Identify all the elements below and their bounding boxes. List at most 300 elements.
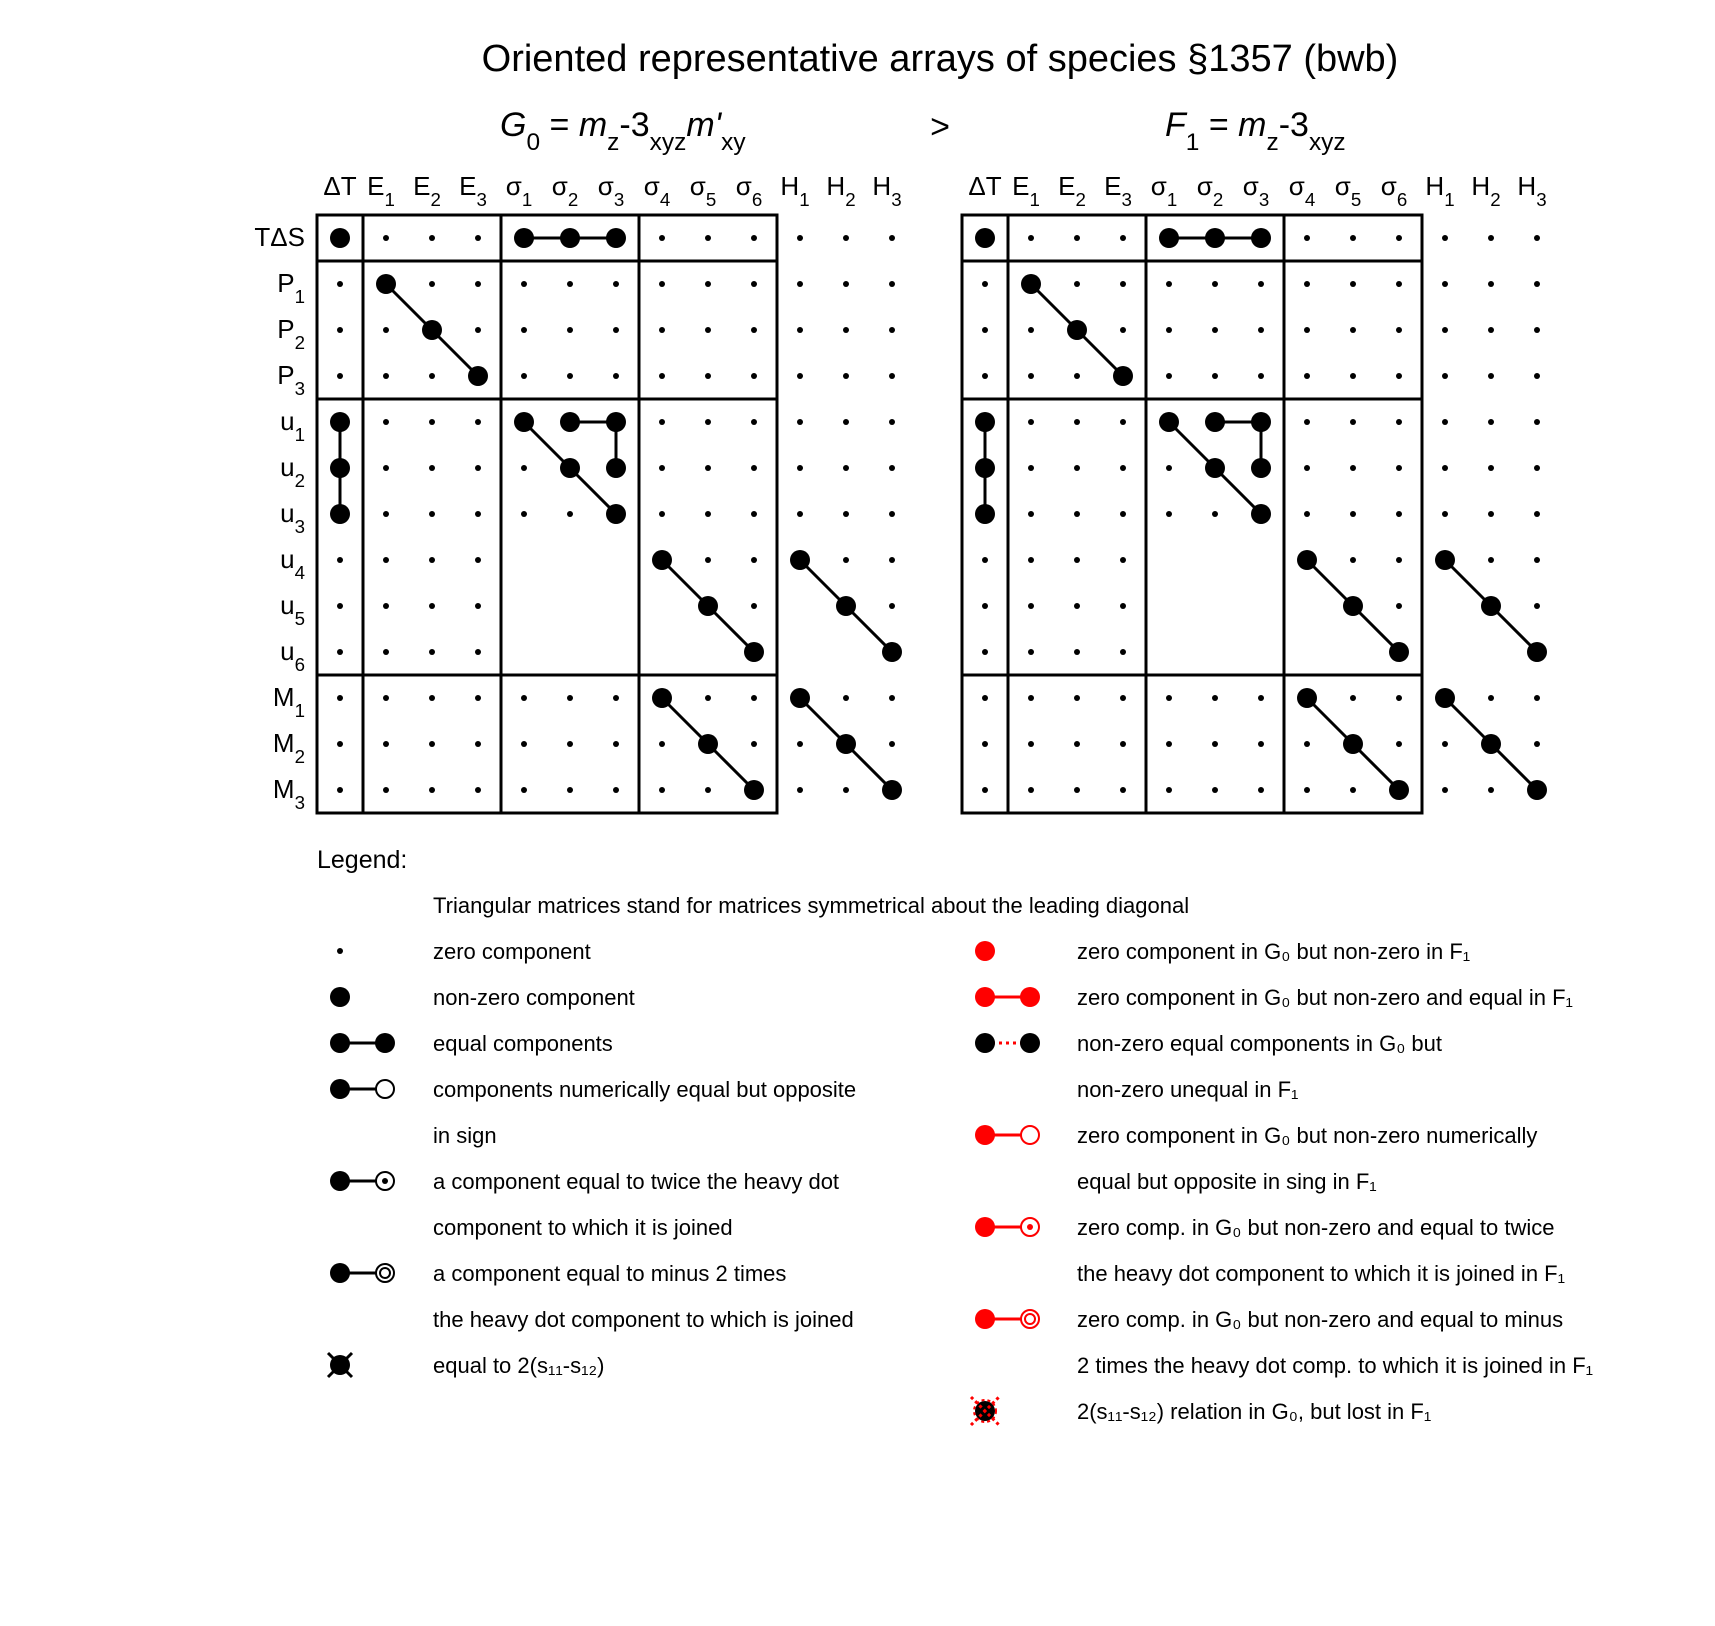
col-header-sigma3: $\sigma_3$ <box>597 171 625 210</box>
col-header-sigma1: $\sigma_1$ <box>505 171 533 210</box>
row-headers <box>254 222 305 813</box>
heavy-dot <box>422 320 442 340</box>
zero-dot <box>1534 373 1540 379</box>
zero-dot <box>751 741 757 747</box>
legend <box>317 846 1593 1425</box>
heavy-dot <box>606 412 626 432</box>
zero-dot <box>1442 281 1448 287</box>
zero-dot <box>521 787 527 793</box>
zero-dot <box>1166 741 1172 747</box>
zero-dot <box>982 603 988 609</box>
heavy-dot <box>1021 274 1041 294</box>
zero-dot <box>1304 741 1310 747</box>
legend-label: component to which it is joined <box>433 1215 733 1240</box>
zero-dot <box>383 557 389 563</box>
opposite-sign-link-icon <box>330 1079 394 1099</box>
legend-label: equal components <box>433 1031 613 1056</box>
zero-dot <box>383 465 389 471</box>
zero-dot <box>1074 373 1080 379</box>
row-header-m1: $M_1$ <box>272 682 305 721</box>
zero-dot <box>1074 419 1080 425</box>
zero-dot <box>1350 787 1356 793</box>
zero-dot <box>1212 695 1218 701</box>
zero-dot <box>1350 695 1356 701</box>
zero-dot <box>383 511 389 517</box>
zero-dot <box>1534 327 1540 333</box>
zero-dot <box>521 327 527 333</box>
zero-dot <box>1396 557 1402 563</box>
zero-dot <box>1488 419 1494 425</box>
zero-dot <box>429 281 435 287</box>
zero-dot <box>567 281 573 287</box>
legend-left-column <box>328 939 856 1378</box>
zero-dot <box>797 281 803 287</box>
zero-dot <box>429 235 435 241</box>
heavy-dot <box>1527 642 1547 662</box>
zero-dot <box>659 373 665 379</box>
col-header-sigma2: $\sigma_2$ <box>1196 171 1224 210</box>
zero-dot <box>521 465 527 471</box>
zero-dot <box>1534 695 1540 701</box>
heavy-dot <box>698 734 718 754</box>
col-header-sigma5: $\sigma_5$ <box>689 171 717 210</box>
zero-dot <box>797 787 803 793</box>
col-header-e2: $E_2$ <box>413 171 441 210</box>
legend-label: zero component in G₀ but non-zero in F₁ <box>1077 939 1471 964</box>
zero-dot <box>337 373 343 379</box>
row-header-m2: $M_2$ <box>272 728 305 767</box>
row-header-u5: $u_5$ <box>280 590 305 629</box>
zero-dot <box>1534 281 1540 287</box>
zero-dot <box>383 419 389 425</box>
zero-dot <box>705 465 711 471</box>
zero-dot <box>889 511 895 517</box>
zero-dot <box>982 327 988 333</box>
zero-dot <box>659 281 665 287</box>
zero-dot <box>475 327 481 333</box>
zero-dot <box>475 557 481 563</box>
zero-dot <box>843 511 849 517</box>
zero-dot <box>1488 787 1494 793</box>
zero-dot <box>751 419 757 425</box>
zero-dot <box>337 787 343 793</box>
row-header-u6: $u_6$ <box>280 636 305 675</box>
legend-label: non-zero unequal in F₁ <box>1077 1077 1299 1102</box>
legend-item <box>330 1169 839 1240</box>
zero-dot <box>1396 281 1402 287</box>
zero-dot <box>843 695 849 701</box>
heavy-dot <box>514 228 534 248</box>
zero-dot <box>1350 281 1356 287</box>
zero-dot <box>521 695 527 701</box>
zero-dot <box>797 741 803 747</box>
heavy-dot <box>330 458 350 478</box>
zero-dot <box>705 235 711 241</box>
col-header-h2: $H_2$ <box>1471 171 1501 210</box>
zero-dot <box>1396 465 1402 471</box>
zero-dot <box>1304 465 1310 471</box>
col-header-delta-t: ΔT <box>323 171 357 201</box>
zero-dot <box>1534 511 1540 517</box>
zero-dot <box>1212 787 1218 793</box>
zero-dot <box>1350 511 1356 517</box>
zero-dot <box>1442 741 1448 747</box>
legend-label: a component equal to minus 2 times <box>433 1261 787 1286</box>
zero-dot <box>1488 327 1494 333</box>
zero-dot <box>1304 373 1310 379</box>
twice-link-icon <box>330 1171 394 1191</box>
col-header-e2: $E_2$ <box>1058 171 1086 210</box>
zero-dot <box>1396 235 1402 241</box>
legend-item <box>975 985 1573 1010</box>
zero-dot <box>429 511 435 517</box>
zero-dot <box>982 741 988 747</box>
zero-dot <box>751 557 757 563</box>
zero-dot <box>797 511 803 517</box>
heavy-dot <box>606 504 626 524</box>
heavy-dot <box>1389 642 1409 662</box>
zero-dot <box>797 373 803 379</box>
heavy-dot <box>330 228 350 248</box>
zero-dot <box>1212 373 1218 379</box>
heavy-dot <box>1481 734 1501 754</box>
red-twice-link-icon <box>975 1217 1039 1237</box>
zero-dot <box>429 373 435 379</box>
zero-dot <box>383 741 389 747</box>
zero-dot <box>1120 281 1126 287</box>
legend-label: zero component in G₀ but non-zero numerically <box>1077 1123 1538 1148</box>
zero-dot <box>337 741 343 747</box>
zero-dot <box>1074 281 1080 287</box>
zero-dot <box>1120 235 1126 241</box>
col-header-e3: $E_3$ <box>1104 171 1132 210</box>
zero-dot <box>429 649 435 655</box>
zero-dot <box>1120 327 1126 333</box>
zero-dot <box>429 603 435 609</box>
zero-dot <box>982 649 988 655</box>
zero-dot <box>982 557 988 563</box>
relation-symbol: > <box>930 108 950 146</box>
zero-dot <box>982 695 988 701</box>
zero-dot <box>337 327 343 333</box>
zero-dot <box>1534 419 1540 425</box>
zero-dot <box>567 373 573 379</box>
col-header-sigma2: $\sigma_2$ <box>551 171 579 210</box>
zero-dot <box>613 373 619 379</box>
row-header-u2: $u_2$ <box>280 452 305 491</box>
heavy-dot <box>606 458 626 478</box>
zero-dot <box>1166 511 1172 517</box>
zero-dot <box>1028 465 1034 471</box>
zero-dot <box>383 235 389 241</box>
col-header-delta-t: ΔT <box>968 171 1002 201</box>
legend-label: zero comp. in G₀ but non-zero and equal to minus <box>1077 1307 1564 1332</box>
zero-dot <box>521 281 527 287</box>
heavy-dot <box>975 458 995 478</box>
red-equal-link-icon <box>975 987 1040 1007</box>
heavy-dot <box>330 412 350 432</box>
zero-dot <box>1166 373 1172 379</box>
zero-dot <box>982 281 988 287</box>
zero-dot <box>337 281 343 287</box>
zero-dot <box>1258 281 1264 287</box>
zero-dot <box>383 649 389 655</box>
zero-dot <box>1488 373 1494 379</box>
zero-dot <box>1028 557 1034 563</box>
zero-dot <box>521 511 527 517</box>
zero-dot <box>1120 695 1126 701</box>
legend-label: zero comp. in G₀ but non-zero and equal to twice <box>1077 1215 1555 1240</box>
zero-dot <box>1074 649 1080 655</box>
zero-dot <box>889 557 895 563</box>
zero-dot <box>1028 235 1034 241</box>
zero-dot <box>1028 695 1034 701</box>
zero-dot <box>613 327 619 333</box>
zero-dot <box>1028 787 1034 793</box>
zero-dot <box>1074 235 1080 241</box>
zero-dot <box>1534 603 1540 609</box>
zero-dot <box>659 511 665 517</box>
zero-dot <box>1028 327 1034 333</box>
zero-dot <box>337 695 343 701</box>
heavy-dot <box>560 412 580 432</box>
dotted-link-icon <box>975 1033 1040 1053</box>
zero-dot <box>1120 603 1126 609</box>
col-header-e3: $E_3$ <box>459 171 487 210</box>
zero-dot <box>1396 741 1402 747</box>
zero-dot <box>1074 695 1080 701</box>
formula-g0: $G_0 = m_z-3_{xyz}m'_{xy}$ <box>500 106 746 156</box>
zero-dot <box>429 465 435 471</box>
zero-dot <box>1396 327 1402 333</box>
col-header-e1: $E_1$ <box>367 171 395 210</box>
zero-dot <box>1258 741 1264 747</box>
heavy-dot <box>790 550 810 570</box>
zero-dot <box>659 787 665 793</box>
zero-dot <box>1212 511 1218 517</box>
heavy-dot <box>652 550 672 570</box>
row-header-u3: $u_3$ <box>280 498 305 537</box>
zero-dot <box>475 281 481 287</box>
legend-label: non-zero component <box>433 985 635 1010</box>
col-header-sigma6: $\sigma_6$ <box>1380 171 1408 210</box>
col-header-sigma5: $\sigma_5$ <box>1334 171 1362 210</box>
zero-dot <box>843 327 849 333</box>
zero-dot <box>843 557 849 563</box>
zero-dot <box>889 419 895 425</box>
zero-dot <box>889 373 895 379</box>
zero-dot <box>751 511 757 517</box>
legend-label: equal but opposite in sing in F₁ <box>1077 1169 1377 1194</box>
heavy-dot <box>1481 596 1501 616</box>
zero-dot <box>613 787 619 793</box>
zero-dot <box>475 511 481 517</box>
zero-dot <box>1028 373 1034 379</box>
zero-dot <box>797 419 803 425</box>
legend-item <box>330 1031 613 1056</box>
zero-dot <box>429 695 435 701</box>
zero-dot <box>1166 465 1172 471</box>
zero-dot <box>383 373 389 379</box>
heavy-dot <box>1067 320 1087 340</box>
zero-dot <box>1166 695 1172 701</box>
col-header-sigma3: $\sigma_3$ <box>1242 171 1270 210</box>
zero-dot <box>475 603 481 609</box>
zero-dot <box>843 465 849 471</box>
zero-dot <box>843 235 849 241</box>
heavy-dot <box>1435 688 1455 708</box>
zero-dot <box>475 649 481 655</box>
zero-dot <box>521 373 527 379</box>
zero-dot <box>429 741 435 747</box>
zero-dot <box>383 603 389 609</box>
zero-dot <box>567 511 573 517</box>
zero-dot <box>1304 511 1310 517</box>
legend-right-column <box>971 939 1593 1425</box>
zero-dot <box>1028 603 1034 609</box>
heavy-dot <box>1159 228 1179 248</box>
zero-dot <box>705 557 711 563</box>
zero-dot <box>797 235 803 241</box>
zero-dot <box>1304 327 1310 333</box>
col-header-sigma1: $\sigma_1$ <box>1150 171 1178 210</box>
zero-dot <box>429 787 435 793</box>
zero-dot <box>1488 465 1494 471</box>
zero-dot <box>1350 235 1356 241</box>
col-header-sigma6: $\sigma_6$ <box>735 171 763 210</box>
legend-label: zero component <box>433 939 591 964</box>
zero-dot <box>705 511 711 517</box>
zero-dot <box>751 281 757 287</box>
heavy-dot <box>560 458 580 478</box>
heavy-dot <box>1251 504 1271 524</box>
zero-dot <box>1304 235 1310 241</box>
zero-dot <box>659 465 665 471</box>
heavy-dot <box>1251 412 1271 432</box>
legend-item <box>330 1261 854 1332</box>
zero-dot <box>475 419 481 425</box>
zero-dot <box>567 787 573 793</box>
zero-dot <box>1166 281 1172 287</box>
heavy-dot <box>1205 458 1225 478</box>
zero-dot <box>751 327 757 333</box>
zero-dot <box>843 281 849 287</box>
zero-dot <box>1120 511 1126 517</box>
zero-dot <box>613 695 619 701</box>
zero-dot <box>1442 465 1448 471</box>
row-header-u1: $u_1$ <box>280 406 305 445</box>
col-header-h2: $H_2$ <box>826 171 856 210</box>
zero-dot <box>1534 465 1540 471</box>
small-dot-icon <box>337 948 343 954</box>
heavy-dot <box>1297 550 1317 570</box>
minus-two-link-icon <box>330 1263 394 1283</box>
heavy-dot <box>1251 228 1271 248</box>
legend-label: non-zero equal components in G₀ but <box>1077 1031 1443 1056</box>
heavy-dot <box>744 780 764 800</box>
zero-dot <box>1396 603 1402 609</box>
zero-dot <box>705 695 711 701</box>
heavy-dot <box>1205 412 1225 432</box>
zero-dot <box>751 373 757 379</box>
zero-dot <box>475 235 481 241</box>
heavy-dot <box>1113 366 1133 386</box>
zero-dot <box>567 327 573 333</box>
zero-dot <box>1442 327 1448 333</box>
zero-dot <box>1212 327 1218 333</box>
zero-dot <box>337 649 343 655</box>
heavy-dot <box>975 504 995 524</box>
zero-dot <box>1534 235 1540 241</box>
heavy-dot-icon <box>330 987 350 1007</box>
heavy-dot <box>1251 458 1271 478</box>
zero-dot <box>1396 419 1402 425</box>
legend-item <box>975 939 1470 964</box>
zero-dot <box>1488 557 1494 563</box>
legend-item <box>975 1031 1442 1102</box>
zero-dot <box>1074 741 1080 747</box>
zero-dot <box>1258 787 1264 793</box>
zero-dot <box>705 419 711 425</box>
zero-dot <box>1534 741 1540 747</box>
legend-item <box>975 1307 1593 1378</box>
zero-dot <box>475 465 481 471</box>
zero-dot <box>567 741 573 747</box>
zero-dot <box>751 695 757 701</box>
zero-dot <box>751 603 757 609</box>
zero-dot <box>1120 557 1126 563</box>
zero-dot <box>705 373 711 379</box>
heavy-dot <box>882 780 902 800</box>
heavy-dot <box>1527 780 1547 800</box>
zero-dot <box>889 327 895 333</box>
zero-dot <box>1488 281 1494 287</box>
zero-dot <box>1488 695 1494 701</box>
zero-dot <box>1166 327 1172 333</box>
zero-dot <box>889 281 895 287</box>
col-header-e1: $E_1$ <box>1012 171 1040 210</box>
zero-dot <box>705 281 711 287</box>
col-header-h1: $H_1$ <box>1425 171 1455 210</box>
row-header-p2: $P_2$ <box>277 314 305 353</box>
zero-dot <box>1074 787 1080 793</box>
crossed-dot-icon <box>328 1353 352 1377</box>
zero-dot <box>1442 787 1448 793</box>
zero-dot <box>429 557 435 563</box>
heavy-dot <box>606 228 626 248</box>
heavy-dot <box>1435 550 1455 570</box>
page-title: Oriented representative arrays of species §1357 (bwb) <box>481 38 1399 80</box>
heavy-dot <box>1205 228 1225 248</box>
legend-label: the heavy dot component to which is joined <box>433 1307 854 1332</box>
zero-dot <box>1120 787 1126 793</box>
legend-item <box>975 1123 1537 1194</box>
zero-dot <box>1120 649 1126 655</box>
zero-dot <box>1488 511 1494 517</box>
zero-dot <box>659 741 665 747</box>
zero-dot <box>1534 557 1540 563</box>
zero-dot <box>1350 465 1356 471</box>
heavy-dot <box>1159 412 1179 432</box>
zero-dot <box>475 741 481 747</box>
zero-dot <box>1166 787 1172 793</box>
zero-dot <box>1028 741 1034 747</box>
heavy-dot <box>1343 734 1363 754</box>
zero-dot <box>889 603 895 609</box>
zero-dot <box>1442 235 1448 241</box>
heavy-dot <box>1297 688 1317 708</box>
zero-dot <box>982 373 988 379</box>
